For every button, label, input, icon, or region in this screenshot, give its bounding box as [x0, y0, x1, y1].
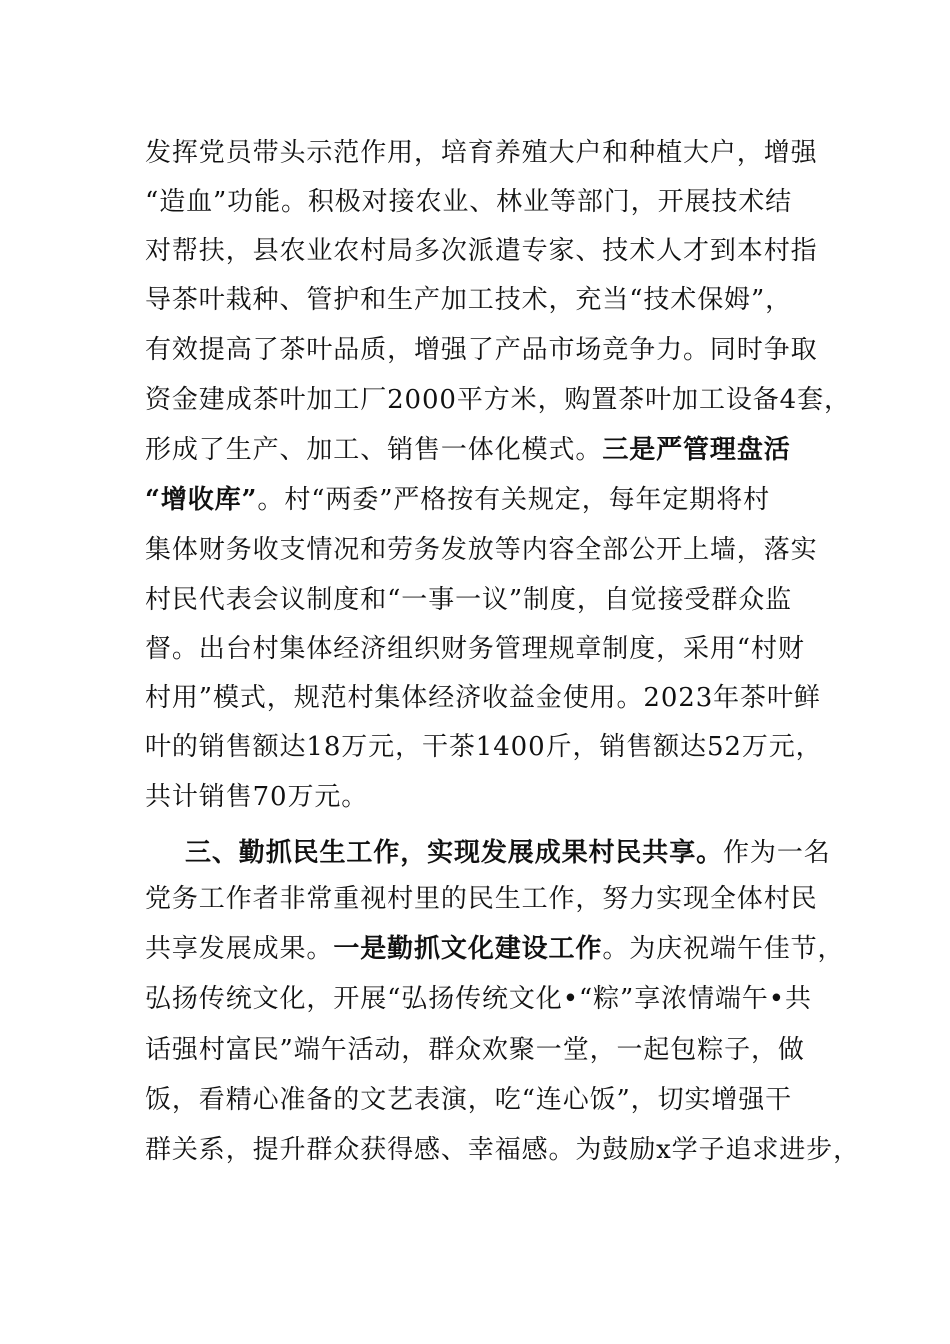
- paragraph-1-line-13: 叶的销售额达18万元，干茶1400斤，销售额达52万元，: [145, 732, 823, 762]
- paragraph-1-line-8: [145, 480, 825, 520]
- paragraph-1-line-14: 共计销售70万元。: [145, 782, 369, 812]
- paragraph-1-line-9: 集体财务收支情况和劳务发放等内容全部公开上墙，落实: [145, 535, 818, 565]
- section-three-heading: 三、勤抓民生工作，实现发展成果村民共享。: [185, 838, 724, 868]
- line-8-text: 。村“两委”严格按有关规定，每年定期将村: [257, 485, 771, 515]
- point-three-heading: 三是严管理盘活: [602, 435, 791, 465]
- paragraph-2-line-2: 党务工作者非常重视村里的民生工作，努力实现全体村民: [145, 884, 818, 914]
- zengshouku-heading: “增收库”: [145, 485, 258, 515]
- paragraph-1-line-5: 有效提高了茶叶品质，增强了产品市场竞争力。同时争取: [145, 335, 818, 365]
- paragraph-2-line-5: 话强村富民”端午活动，群众欢聚一堂，一起包粽子，做: [145, 1035, 805, 1065]
- paragraph-2-line-7: 群关系，提升群众获得感、幸福感。为鼓励x学子追求进步，: [145, 1135, 860, 1165]
- paragraph-2-line-6: 饭，看精心准备的文艺表演，吃“连心饭”，切实增强干: [145, 1085, 793, 1115]
- paragraph-1-line-7: [145, 430, 825, 470]
- paragraph-1-line-4: 导茶叶栽种、管护和生产加工技术，充当“技术保姆”，: [145, 285, 793, 315]
- paragraph-1-line-10: 村民代表会议制度和“一事一议”制度，自觉接受群众监: [145, 585, 793, 615]
- line-7-text: 形成了生产、加工、销售一体化模式。: [145, 435, 603, 465]
- line-3-tail: 。为庆祝端午佳节，: [602, 934, 845, 964]
- line-1-text: 作为一名: [723, 838, 831, 868]
- line-3-text: 共享发展成果。: [145, 934, 334, 964]
- paragraph-1-line-2: “造血”功能。积极对接农业、林业等部门，开展技术结: [145, 187, 793, 217]
- paragraph-2-line-1: [185, 833, 831, 873]
- paragraph-1-line-11: 督。出台村集体经济组织财务管理规章制度，采用“村财: [145, 634, 805, 664]
- paragraph-2-line-4: 弘扬传统文化，开展“弘扬传统文化•“粽”享浓情端午•共: [145, 984, 812, 1014]
- paragraph-1-line-1: 发挥党员带头示范作用，培育养殖大户和种植大户，增强: [145, 138, 818, 168]
- paragraph-2-line-3: [145, 929, 845, 969]
- paragraph-1-line-6: 资金建成茶叶加工厂2000平方米，购置茶叶加工设备4套，: [145, 385, 851, 415]
- paragraph-1-line-12: 村用”模式，规范村集体经济收益金使用。2023年茶叶鲜: [145, 683, 821, 713]
- paragraph-1-line-3: 对帮扶，县农业农村局多次派遣专家、技术人才到本村指: [145, 236, 818, 266]
- point-one-heading: 一是勤抓文化建设工作: [333, 934, 603, 964]
